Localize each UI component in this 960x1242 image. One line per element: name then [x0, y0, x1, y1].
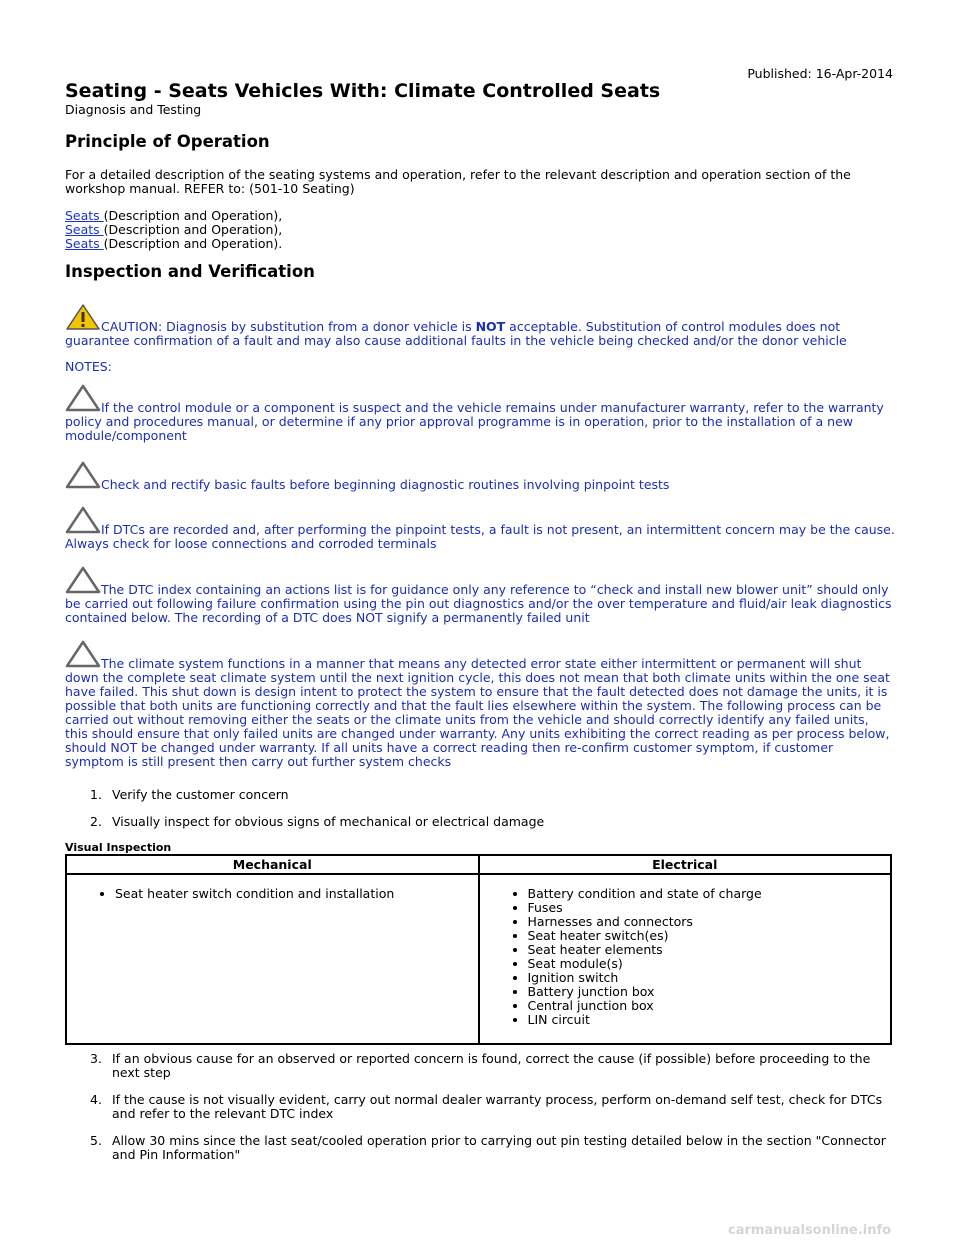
step-number: 3. — [90, 1051, 102, 1066]
step-text: Visually inspect for obvious signs of mechanical or electrical damage — [112, 814, 545, 829]
reference-suffix: (Description and Operation), — [103, 208, 283, 223]
reference-suffix: (Description and Operation), — [103, 222, 283, 237]
list-item: • Central junction box — [528, 999, 891, 1013]
step-number: 2. — [90, 814, 102, 829]
note-text: If DTCs are recorded and, after performing the pinpoint tests, a fault is not present, an intermittent concern may be the cause. Always check for loose connections and corroded terminals — [65, 522, 895, 551]
note-icon — [65, 461, 101, 492]
published-date: Published: 16-Apr-2014 — [747, 66, 893, 81]
step-number: 5. — [90, 1133, 102, 1148]
list-item: • Seat module(s) — [528, 957, 891, 971]
step-number: 4. — [90, 1092, 102, 1107]
inspection-heading: Inspection and Verification — [65, 262, 315, 281]
reference-line — [65, 223, 895, 237]
caution-suffix: acceptable. Substitution of control modules does not guarantee confirmation of a fault and may also cause additional faults in the vehicle being checked and/or the donor vehicle — [65, 319, 847, 348]
note-text: The DTC index containing an actions list is for guidance only any reference to “check and install new blower unit” should only be carried out following failure confirmation using the pin out diagnostics and/or the over temperature and fluid/air leak diagnostics contained below. The recording of a DTC does NOT signify a permanently failed unit — [65, 582, 892, 625]
watermark: carmanualsonline.info — [728, 1223, 892, 1238]
note-text: The climate system functions in a manner that means any detected error state either intermittent or permanent will shut down the complete seat climate system until the next ignition cycle, this does not mean that both climate units within the one seat have failed. This shut down is design intent to protect the system to ensure that the fault detected does not damage the units, it is possible that both units are functioning correctly and that the fault lies elsewhere within the system. The following process can be carried out without removing either the seats or the climate units from the vehicle and should correctly identify any failed units, this should ensure that only failed units are changed under warranty. Any units exhibiting the correct reading as per process below, should NOT be changed under warranty. If all units have a correct reading then re-confirm customer symptom, if customer symptom is still present then carry out further system checks — [65, 656, 890, 769]
step-text: Verify the customer concern — [112, 787, 289, 802]
page-title: Seating - Seats Vehicles With: Climate Controlled Seats — [65, 80, 661, 102]
warning-icon — [65, 303, 101, 334]
principle-intro: For a detailed description of the seating systems and operation, refer to the relevant description and operation section of the workshop manual. REFER to: (501-10 Seating) — [65, 167, 851, 196]
note-icon — [65, 384, 101, 415]
reference-line — [65, 237, 895, 251]
notes-label: NOTES: — [65, 359, 112, 374]
step-text: Allow 30 mins since the last seat/cooled operation prior to carrying out pin testing detailed below in the section "Connector and Pin Information" — [112, 1133, 886, 1162]
note-item — [65, 566, 895, 625]
caution-prefix: CAUTION: Diagnosis by substitution from a donor vehicle is — [101, 319, 476, 334]
note-item — [65, 384, 895, 443]
mechanical-list — [67, 887, 478, 901]
visual-inspection-table — [65, 854, 892, 1045]
note-item — [65, 640, 895, 769]
list-item: • Seat heater switch(es) — [528, 929, 891, 943]
reference-line — [65, 209, 895, 223]
step-number: 1. — [90, 787, 102, 802]
seats-link[interactable]: Seats — [65, 222, 104, 237]
seats-link[interactable]: Seats — [65, 208, 104, 223]
page-subtitle: Diagnosis and Testing — [65, 102, 202, 117]
list-item: • Battery junction box — [528, 985, 891, 999]
principle-heading: Principle of Operation — [65, 132, 270, 151]
reference-links — [65, 209, 895, 251]
list-item: • Seat heater elements — [528, 943, 891, 957]
mechanical-column-header: Mechanical — [66, 855, 479, 874]
step-text: If the cause is not visually evident, carry out normal dealer warranty process, perform on-demand self test, check for DTCs and refer to the relevant DTC index — [112, 1092, 883, 1121]
caution-block — [65, 303, 895, 348]
step-text: If an obvious cause for an observed or reported concern is found, correct the cause (if possible) before proceeding to the next step — [112, 1051, 871, 1080]
list-item: • Fuses — [528, 901, 891, 915]
note-text: Check and rectify basic faults before beginning diagnostic routines involving pinpoint tests — [101, 477, 670, 492]
electrical-column-header: Electrical — [479, 855, 892, 874]
electrical-cell — [479, 874, 892, 1044]
visual-inspection-caption: Visual Inspection — [65, 841, 172, 854]
reference-suffix: (Description and Operation). — [103, 236, 283, 251]
list-item: • Harnesses and connectors — [528, 915, 891, 929]
note-text: If the control module or a component is suspect and the vehicle remains under manufacturer warranty, refer to the warranty policy and procedures manual, or determine if any prior approval programme is in operation, prior to the installation of a new module/component — [65, 400, 884, 443]
list-item: • Battery condition and state of charge — [528, 887, 891, 901]
list-item: • Ignition switch — [528, 971, 891, 985]
seats-link[interactable]: Seats — [65, 236, 104, 251]
note-icon — [65, 640, 101, 671]
caution-bold: NOT — [475, 319, 506, 334]
note-icon — [65, 506, 101, 537]
list-item: • LIN circuit — [528, 1013, 891, 1027]
electrical-list — [480, 887, 891, 1027]
note-item — [65, 506, 895, 551]
note-icon — [65, 566, 101, 597]
list-item: • Seat heater switch condition and installation — [115, 887, 478, 901]
note-item — [65, 461, 895, 492]
mechanical-cell — [66, 874, 479, 1044]
